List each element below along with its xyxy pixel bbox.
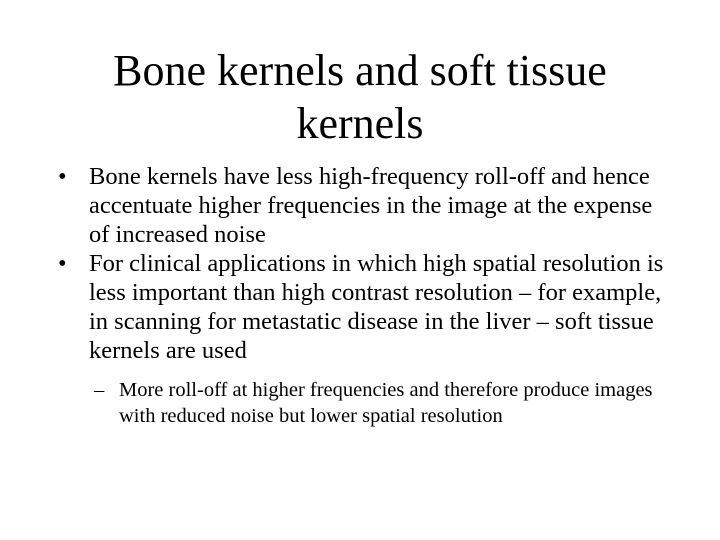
bullet-text: Bone kernels have less high-frequency roll-off and hence accentuate higher frequencies in the image at the expense of increased noise bbox=[89, 163, 653, 248]
bullet-marker: • bbox=[58, 250, 67, 277]
sub-bullet-item bbox=[89, 377, 674, 429]
bullet-item bbox=[54, 249, 674, 365]
sub-bullet-text: More roll-off at higher frequencies and therefore produce images with reduced noise but lower spatial resolution bbox=[119, 379, 653, 427]
bullet-text: For clinical applications in which high spatial resolution is less important than high contrast resolution – for example, in scanning for metastatic disease in the liver – soft tissue kernels are used bbox=[89, 250, 664, 364]
slide-body bbox=[54, 162, 674, 429]
sub-bullet-marker: – bbox=[94, 379, 105, 401]
slide-title: Bone kernels and soft tissue kernels bbox=[113, 46, 607, 148]
bullet-marker: • bbox=[58, 163, 67, 190]
bullet-item bbox=[54, 162, 674, 249]
